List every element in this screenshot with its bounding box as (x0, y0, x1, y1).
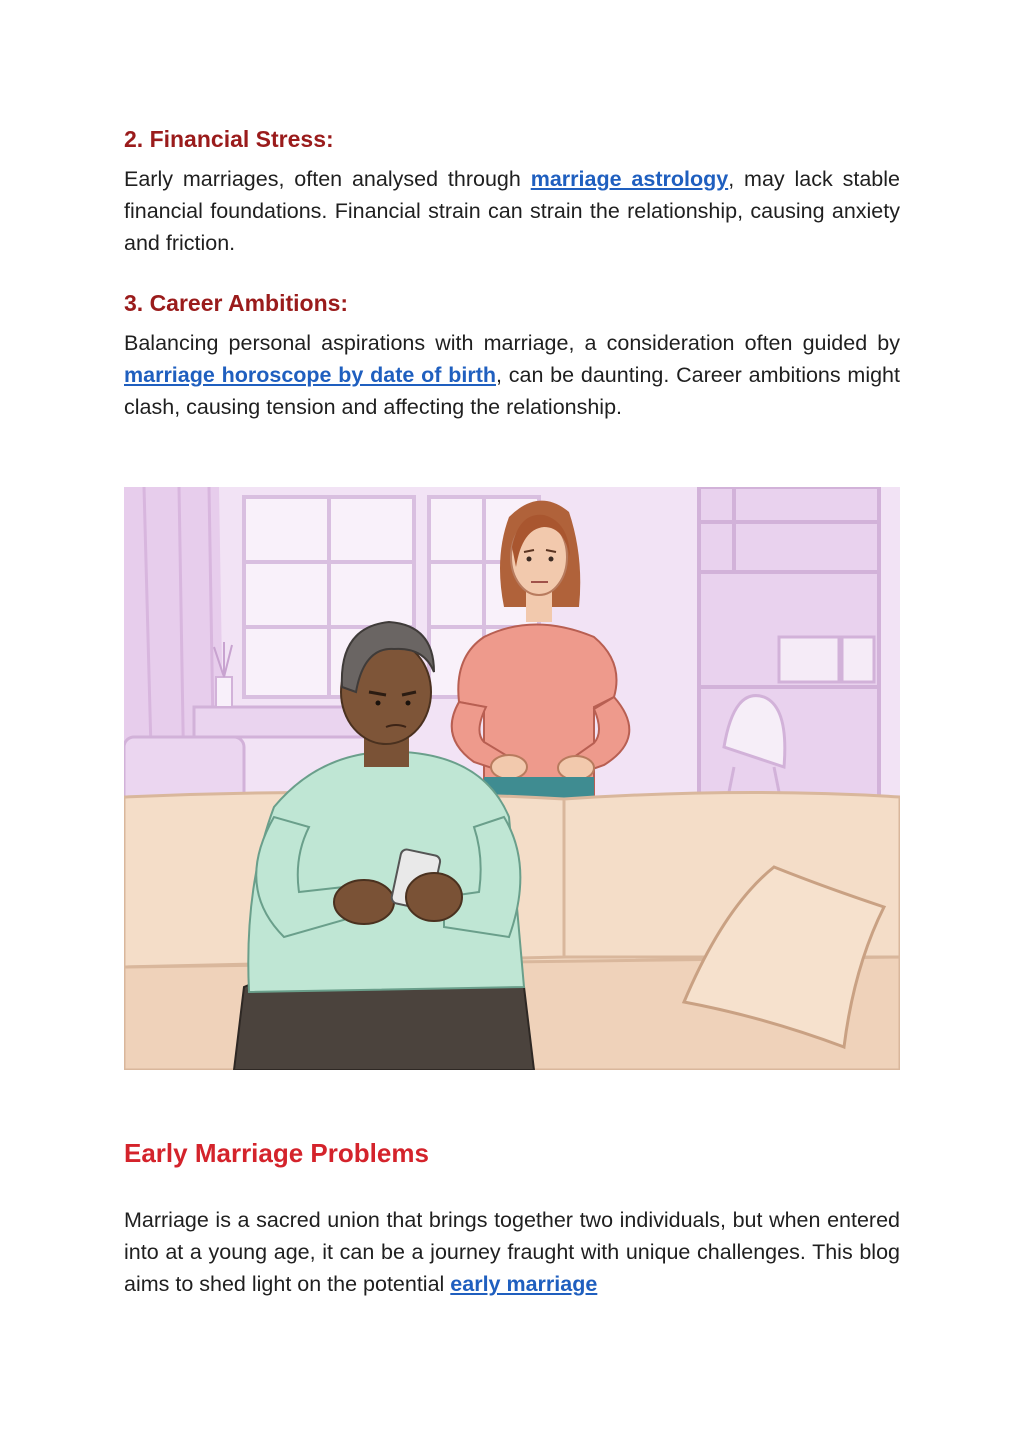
early-marriage-problems-heading: Early Marriage Problems (124, 1138, 429, 1168)
career-ambitions-paragraph (124, 327, 900, 423)
early-marriage-problems-text-before: Marriage is a sacred union that brings together two individuals, but when entered into at a young age, it can be a journey fraught with unique challenges. This blog aims to shed light on the potential (124, 1208, 900, 1296)
career-ambitions-text-after: , can be daunting. Career ambitions might clash, causing tension and affecting the relationship. (124, 363, 900, 419)
early-marriage-problems-paragraph (124, 1204, 900, 1300)
financial-stress-text-after: , may lack stable financial foundations. Financial strain can strain the relationship, causing anxiety and friction. (124, 167, 900, 255)
career-ambitions-heading: 3. Career Ambitions: (124, 290, 349, 316)
marriage-astrology-link[interactable]: marriage astrology (530, 167, 729, 191)
career-ambitions-text-before: Balancing personal aspirations with marriage, a consideration often guided by (124, 331, 900, 355)
couple-tension-illustration (124, 487, 900, 1070)
financial-stress-text-before: Early marriages, often analysed through (124, 167, 531, 191)
marriage-horoscope-link[interactable]: marriage horoscope by date of birth (124, 363, 496, 387)
financial-stress-heading: 2. Financial Stress: (124, 126, 334, 152)
financial-stress-paragraph (124, 163, 900, 259)
early-marriage-link[interactable]: early marriage (450, 1272, 598, 1296)
